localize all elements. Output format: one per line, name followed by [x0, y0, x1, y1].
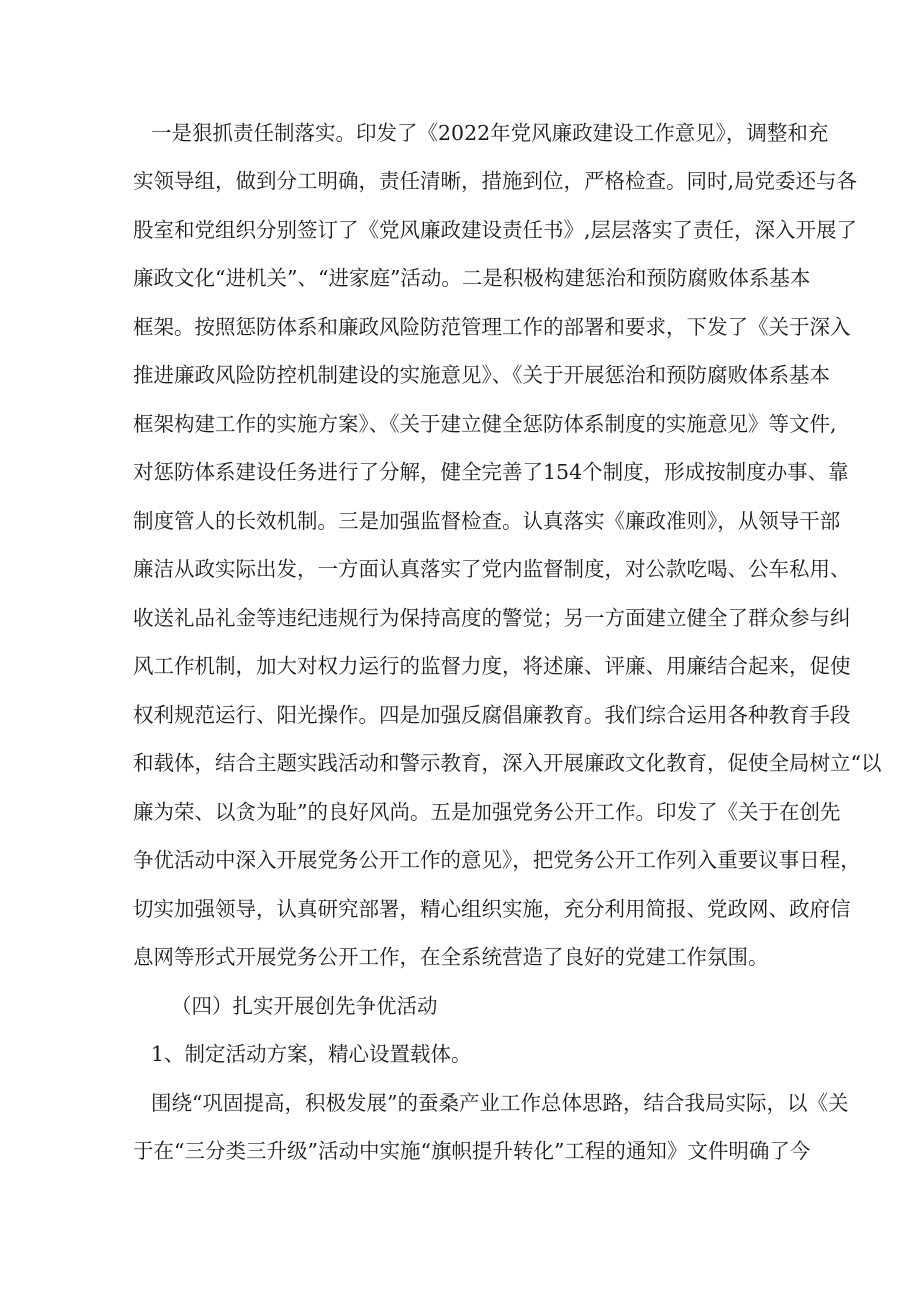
paragraph1-line-15: 廉为荣、以贪为耻”的良好风尚。五是加强党务公开工作。印发了《关于在创先	[133, 800, 841, 824]
paragraph1-line-18: 息网等形式开展党务公开工作，在全系统营造了良好的党建工作氛围。	[133, 945, 769, 969]
paragraph1-line-12: 风工作机制，加大对权力运行的监督力度，将述廉、评廉、用廉结合起来，促使	[133, 654, 851, 678]
paragraph1-line-4: 廉政文化“进机关”、“进家庭”活动。二是积极构建惩治和预防腐败体系基本	[133, 266, 811, 290]
paragraph1-line-13: 权利规范运行、阳光操作。四是加强反腐倡廉教育。我们综合运用各种教育手段	[133, 703, 851, 727]
paragraph1-line-6: 推进廉政风险防控机制建设的实施意见》、《关于开展惩治和预防腐败体系基本	[133, 363, 830, 387]
paragraph1-line-1: 一是狠抓责任制落实。印发了《2022年党风廉政建设工作意见》，调整和充	[151, 121, 829, 145]
paragraph1-line-10: 廉洁从政实际出发，一方面认真落实了党内监督制度，对公款吃喝、公车私用、	[133, 557, 851, 581]
paragraph1-line-16: 争优活动中深入开展党务公开工作的意见》，把党务公开工作列入重要议事日程，	[133, 848, 861, 872]
paragraph1-line-5: 框架。按照惩防体系和廉政风险防范管理工作的部署和要求，下发了《关于深入	[133, 315, 851, 339]
paragraph1-line-3: 股室和党组织分别签订了《党风廉政建设责任书》,层层落实了责任，深入开展了	[133, 218, 858, 242]
paragraph1-line-17: 切实加强领导，认真研究部署，精心组织实施，充分利用简报、党政网、政府信	[133, 897, 851, 921]
paragraph2-line-2: 于在“三分类三升级”活动中实施“旗帜提升转化”工程的通知》文件明确了今	[133, 1139, 811, 1163]
section-heading-4: （四）扎实开展创先争优活动	[171, 994, 438, 1018]
paragraph1-line-2: 实领导组，做到分工明确，责任清晰，措施到位，严格检查。同时,局党委还与各	[133, 169, 858, 193]
paragraph1-line-14: 和载体，结合主题实践活动和警示教育，深入开展廉政文化教育，促使全局树立“以	[133, 751, 882, 775]
subsection-heading-1: 1、制定活动方案，精心设置载体。	[151, 1042, 472, 1066]
paragraph1-line-8: 对惩防体系建设任务进行了分解，健全完善了154个制度，形成按制度办事、靠	[133, 460, 849, 484]
paragraph2-line-1: 围绕“巩固提高，积极发展”的蚕桑产业工作总体思路，结合我局实际，以《关	[151, 1091, 849, 1115]
paragraph1-line-11: 收送礼品礼金等违纪违规行为保持高度的警觉；另一方面建立健全了群众参与纠	[133, 606, 851, 630]
paragraph1-line-9: 制度管人的长效机制。三是加强监督检查。认真落实《廉政准则》，从领导干部	[133, 509, 841, 533]
paragraph1-line-7: 框架构建工作的实施方案》、《关于建立健全惩防体系制度的实施意见》等文件,	[133, 412, 837, 436]
